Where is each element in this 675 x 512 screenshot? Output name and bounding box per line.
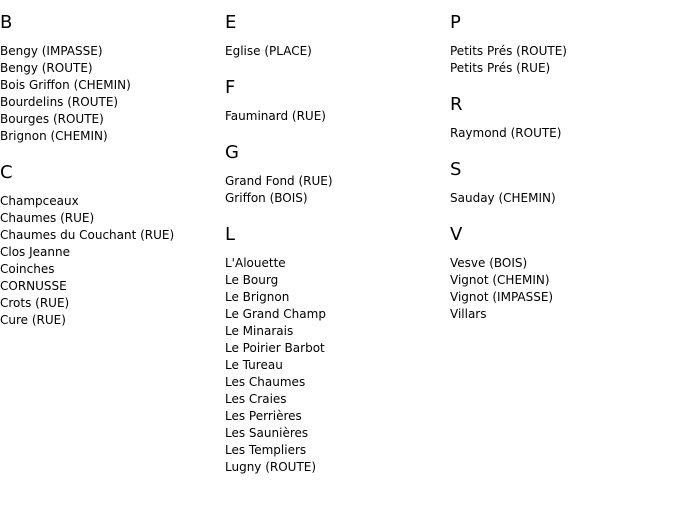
street-item: Le Bourg [225,273,279,287]
street-item: Le Tureau [225,358,283,372]
street-item: Bengy (ROUTE) [0,61,93,75]
street-item: Cure (RUE) [0,313,66,327]
street-item: Bengy (IMPASSE) [0,44,103,58]
street-item: Lugny (ROUTE) [225,460,317,474]
letter-heading: R [450,94,463,115]
street-item: Bourdelins (ROUTE) [0,95,119,109]
street-item: Bois Griffon (CHEMIN) [0,78,131,92]
street-list [450,125,675,142]
street-item: Brignon (CHEMIN) [0,129,108,143]
street-list [450,255,675,323]
street-list [450,190,675,207]
letter-heading: B [0,12,13,33]
street-item: Les Chaumes [225,375,306,389]
street-item: Bourges (ROUTE) [0,112,104,126]
letter-section-p [450,12,675,77]
letter-section-c [0,162,225,329]
street-item: Raymond (ROUTE) [450,126,562,140]
street-item: Coinches [0,262,55,276]
street-item: Les Saunières [225,426,309,440]
street-item: Vesve (BOIS) [450,256,528,270]
letter-heading: P [450,12,461,33]
letter-heading: C [0,162,13,183]
street-item: Les Templiers [225,443,307,457]
letter-heading: L [225,224,236,245]
letter-section-l [225,224,450,476]
street-item: L'Alouette [225,256,286,270]
street-item: Chaumes du Couchant (RUE) [0,228,175,242]
street-item: Griffon (BOIS) [225,191,308,205]
street-list [225,108,450,125]
letter-heading: S [450,159,462,180]
street-item: CORNUSSE [0,279,67,293]
street-item: Les Perrières [225,409,302,423]
street-list [0,193,225,329]
letter-heading: F [225,77,236,98]
street-item: Le Minarais [225,324,294,338]
street-item: Vignot (CHEMIN) [450,273,550,287]
letter-heading: G [225,142,239,163]
letter-heading: E [225,12,237,33]
street-item: Vignot (IMPASSE) [450,290,554,304]
street-item: Petits Prés (RUE) [450,61,551,75]
letter-section-b [0,12,225,145]
street-list [225,173,450,207]
street-item: Grand Fond (RUE) [225,174,333,188]
street-item: Les Craies [225,392,287,406]
street-list [450,43,675,77]
street-item: Chaumes (RUE) [0,211,95,225]
letter-section-s [450,159,675,207]
street-list [225,255,450,476]
letter-section-r [450,94,675,142]
street-item: Clos Jeanne [0,245,70,259]
street-item: Eglise (PLACE) [225,44,312,58]
street-item: Villars [450,307,487,321]
street-index-column-3 [450,0,675,323]
letter-section-v [450,224,675,323]
street-item: Le Poirier Barbot [225,341,325,355]
letter-heading: V [450,224,463,245]
street-item: Fauminard (RUE) [225,109,326,123]
street-item: Sauday (CHEMIN) [450,191,556,205]
street-item: Champceaux [0,194,79,208]
street-index-column-1 [0,0,225,329]
street-item: Le Grand Champ [225,307,326,321]
street-list [225,43,450,60]
letter-section-e [225,12,450,60]
letter-section-g [225,142,450,207]
letter-section-f [225,77,450,125]
street-index-column-2 [225,0,450,476]
street-item: Le Brignon [225,290,290,304]
street-item: Petits Prés (ROUTE) [450,44,567,58]
street-list [0,43,225,145]
street-item: Crots (RUE) [0,296,70,310]
